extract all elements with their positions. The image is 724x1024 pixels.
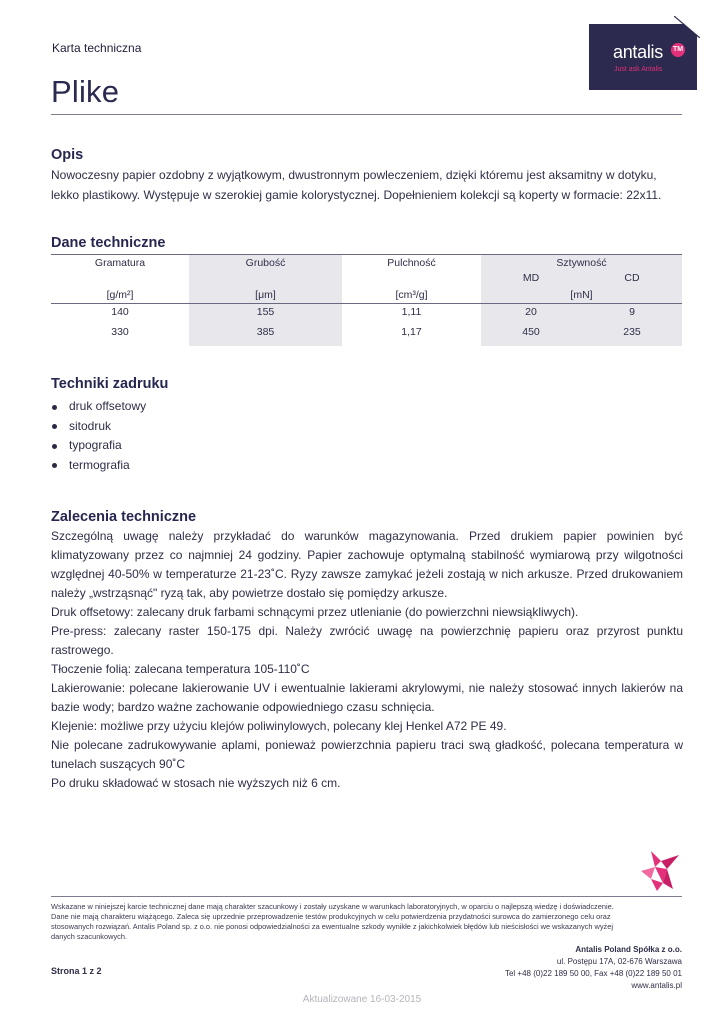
list-item-label: sitodruk (69, 418, 112, 433)
table-cell: 140 (111, 306, 129, 318)
table-unit-sztywnosc: [mN] (570, 289, 593, 301)
table-cell: 20 (525, 306, 537, 318)
table-header-grubosc: Grubość (245, 257, 286, 269)
list-item (51, 397, 146, 417)
table-header-sztywnosc: Sztywność (556, 257, 607, 269)
disclaimer-line: Dane nie mają charakteru wiążącego. Zaleca się uprzednie przeprowadzenie testów produkcyjnych w celu potwierdzenia przydatności surowca do zamierzonego celu oraz (51, 912, 611, 921)
table-unit-pulchnosc: [cm³/g] (395, 289, 428, 301)
bullet-icon (52, 463, 57, 468)
logo-tagline: Just ask Antalis (614, 66, 663, 73)
list-item-label: termografia (69, 457, 130, 472)
company-address: ul. Postępu 17A, 02-676 Warszawa (556, 957, 682, 966)
list-item (51, 417, 146, 437)
recommendation-paragraph: Nie polecane zadrukowywanie aplami, ponieważ powierzchnia papieru traci swą gładkość, polecana temperatura w tunelach suszących 90˚C (51, 738, 683, 771)
disclaimer-line: stosowanych rozwiązań. Antalis Poland sp. z o.o. nie ponosi odpowiedzialności za ewentualne szkody wynikłe z jakichkolwiek błędów lub nieścisłości we wskazanych wyżej (51, 922, 613, 931)
table-subheader-md: MD (522, 272, 540, 284)
disclaimer-text (51, 902, 683, 942)
table-cell: 235 (623, 326, 641, 338)
table-cell: 9 (629, 306, 635, 318)
recommendation-paragraph: Tłoczenie folią: zalecana temperatura 105-110˚C (51, 662, 310, 676)
table-subheader-cd: CD (624, 272, 640, 284)
list-item (51, 436, 146, 456)
footer-divider (51, 896, 682, 897)
origami-bird-icon (637, 849, 681, 893)
table-cell: 385 (256, 326, 275, 338)
table-header-rule (51, 303, 682, 304)
list-item-label: druk offsetowy (69, 399, 147, 413)
company-phone: Tel +48 (0)22 189 50 00, Fax +48 (0)22 189 50 01 (504, 969, 682, 978)
table-cell: 1,17 (401, 326, 422, 338)
list-item-label: typografia (69, 438, 122, 452)
disclaimer-line: Wskazane w niniejszej karcie technicznej dane mają charakter szacunkowy i zostały uzyskane w warunkach laboratoryjnych, w oparciu o najlepszą wiedzę i doświadczenie. (51, 902, 614, 911)
logo-corner-fold-icon (674, 16, 700, 38)
bullet-icon (52, 444, 57, 449)
bullet-icon (52, 405, 57, 410)
section-heading-opis: Opis (51, 147, 84, 163)
list-item (51, 456, 146, 476)
company-name: Antalis Poland Spółka z o.o. (575, 945, 682, 954)
updated-date: Aktualizowane 16-03-2015 (302, 994, 422, 1005)
recommendation-paragraph: Druk offsetowy: zalecany druk farbami schnącymi przez utlenianie (do powierzchni niewsiąkliwych). (51, 605, 579, 619)
section-heading-dane: Dane techniczne (51, 235, 166, 251)
table-cell: 1,11 (401, 306, 422, 318)
table-top-rule (51, 254, 682, 255)
recommendations-text (51, 527, 683, 793)
table-cell: 330 (111, 326, 129, 338)
page-number: Strona 1 z 2 (51, 966, 102, 976)
recommendation-paragraph: Pre-press: zalecany raster 150-175 dpi. Należy zwrócić uwagę na powierzchnię papieru oraz przyrost punktu rastrowego. (51, 624, 683, 657)
section-heading-zalecenia: Zalecenia techniczne (51, 509, 197, 525)
company-website-link[interactable]: www.antalis.pl (631, 981, 682, 990)
logo-brand-text: antalis (613, 42, 663, 62)
table-unit-grubosc: [μm] (255, 289, 276, 301)
company-info (505, 944, 682, 992)
header-divider (51, 114, 682, 115)
recommendation-paragraph: Po druku składować w stosach nie wyższych niż 6 cm. (51, 776, 341, 790)
description-text: Nowoczesny papier ozdobny z wyjątkowym, dwustronnym powleczeniem, dzięki któremu jest aksamitny w dotyku, lekko plastikowy. Występuje w szerokiej gamie kolorystycznej. Dopełnieniem kolekcji są koperty w formacie: 22x11. (51, 168, 662, 202)
antalis-logo (589, 24, 697, 90)
document-type-label: Karta techniczna (52, 41, 142, 55)
recommendation-paragraph: Lakierowanie: polecane lakierowanie UV i ewentualnie lakierami akrylowymi, nie należy stosować innych lakierów na bazie wody; bardzo ważne zachowanie odpowiedniego czasu schnięcia. (51, 681, 683, 714)
table-cell: 155 (256, 306, 275, 318)
table-unit-gramatura: [g/m²] (106, 289, 134, 301)
technical-data-table (51, 254, 682, 346)
section-heading-techniki: Techniki zadruku (51, 376, 169, 392)
table-header-pulchnosc: Pulchność (387, 257, 436, 269)
table-cell: 450 (522, 326, 540, 338)
logo-tm-badge: TM (671, 43, 685, 57)
table-header-gramatura: Gramatura (94, 257, 146, 269)
disclaimer-line: danych szacunkowych. (51, 932, 127, 941)
recommendation-paragraph: Klejenie: możliwe przy użyciu klejów poliwinylowych, polecany klej Henkel A72 PE 49. (51, 719, 507, 733)
recommendation-paragraph: Szczególną uwagę należy przykładać do warunków magazynowania. Przed drukiem papier powinien być klimatyzowany przez co najmniej 24 godziny. Papier zachowuje optymalną stabilność wymiarową przy wilgotności względnej 40-50% w temperaturze 21-23˚C. Ryzy zawsze zamykać jeżeli zostają w nich arkusze. Przed drukowaniem należy „wstrząsnąć" ryzą tak, aby powietrze dostało się pomiędzy arkusze. (51, 529, 683, 600)
page-title: Plike (51, 74, 120, 109)
printing-techniques-list (51, 397, 146, 475)
bullet-icon (52, 424, 57, 429)
